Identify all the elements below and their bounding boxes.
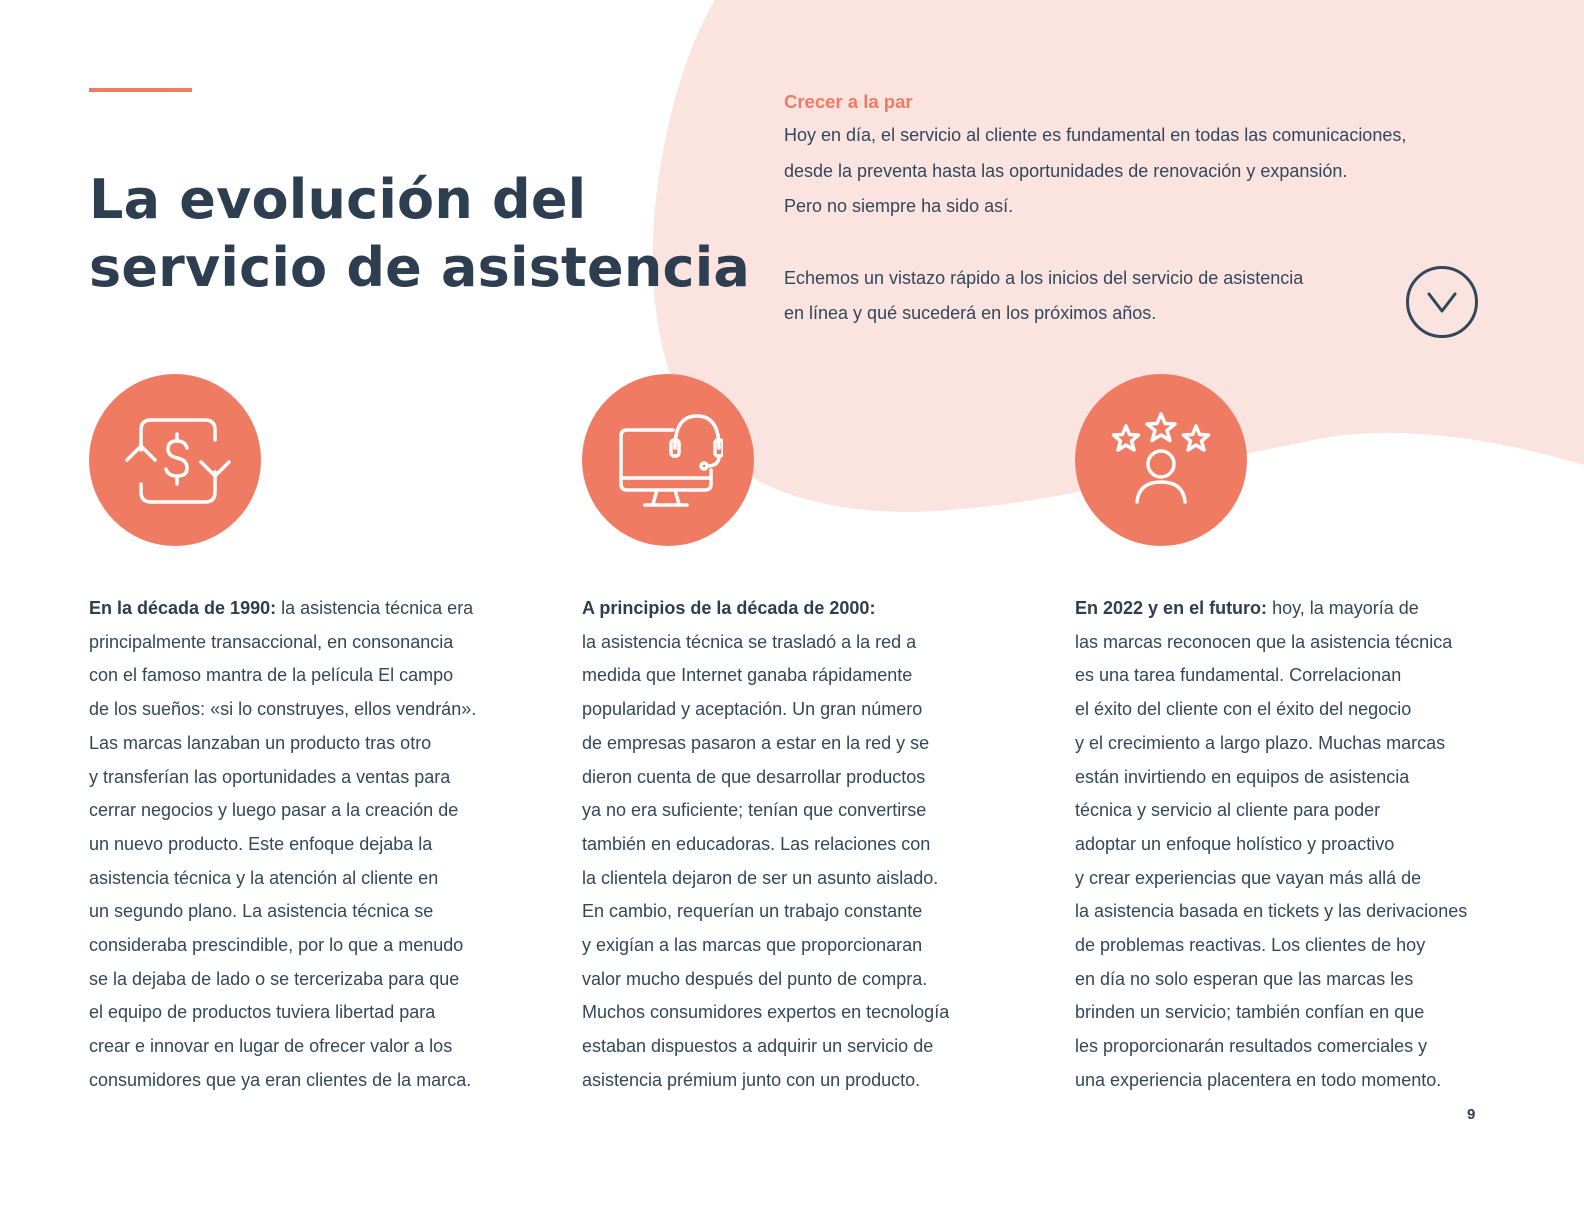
intro-heading: Crecer a la par — [784, 91, 913, 112]
column-lead-rest: la asistencia técnica era — [276, 598, 474, 618]
column-line: les proporcionarán resultados comerciales y — [1075, 1036, 1428, 1057]
column-line: es una tarea fundamental. Correlacionan — [1075, 665, 1402, 686]
column-lead: A principios de la década de 2000: — [582, 598, 876, 618]
column-line: un segundo plano. La asistencia técnica se — [89, 901, 434, 922]
column-first-line — [89, 592, 509, 626]
column-lead: En 2022 y en el futuro: — [1075, 598, 1268, 618]
column-line: consumidores que ya eran clientes de la marca. — [89, 1069, 472, 1090]
column-1990s — [89, 592, 509, 1098]
page-title — [89, 166, 751, 302]
column-line: estaban dispuestos a adquirir un servicio de — [582, 1036, 934, 1057]
column-line: con el famoso mantra de la película El campo — [89, 665, 454, 686]
column-first-line — [1075, 592, 1495, 626]
column-line: y transferían las oportunidades a ventas para — [89, 766, 451, 787]
column-line: valor mucho después del punto de compra. — [582, 968, 928, 989]
column-line: Muchos consumidores expertos en tecnología — [582, 1002, 950, 1023]
dollar-exchange-badge — [89, 374, 261, 546]
page-number: 9 — [1467, 1106, 1476, 1123]
column-line: asistencia prémium junto con un producto. — [582, 1069, 921, 1090]
column-line: principalmente transaccional, en consonancia — [89, 631, 454, 652]
column-first-line — [582, 592, 1002, 626]
dollar-exchange-icon — [115, 410, 235, 510]
chevron-down-icon — [1422, 282, 1462, 322]
column-line: el equipo de productos tuviera libertad para — [89, 1002, 436, 1023]
column-line: la asistencia técnica se trasladó a la red a — [582, 631, 917, 652]
scroll-down-button[interactable] — [1406, 266, 1478, 338]
customer-rating-badge — [1075, 374, 1247, 546]
column-line: en día no solo esperan que las marcas les — [1075, 968, 1414, 989]
intro-line: en línea y qué sucederá en los próximos años. — [784, 303, 1157, 323]
column-line: dieron cuenta de que desarrollar productos — [582, 766, 926, 787]
intro-line: Hoy en día, el servicio al cliente es fundamental en todas las comunicaciones, — [784, 125, 1407, 145]
column-line: la clientela dejaron de ser un asunto aislado. — [582, 867, 939, 888]
column-line: popularidad y aceptación. Un gran número — [582, 699, 923, 720]
column-line: una experiencia placentera en todo momento. — [1075, 1069, 1442, 1090]
column-line: de problemas reactivas. Los clientes de hoy — [1075, 935, 1426, 956]
column-line: técnica y servicio al cliente para poder — [1075, 800, 1381, 821]
column-lead: En la década de 1990: — [89, 598, 277, 618]
column-line: adoptar un enfoque holístico y proactivo — [1075, 833, 1395, 854]
column-line: están invirtiendo en equipos de asistencia — [1075, 766, 1410, 787]
column-line: ya no era suficiente; tenían que convertirse — [582, 800, 927, 821]
column-line: la asistencia basada en tickets y las derivaciones — [1075, 901, 1468, 922]
column-line: un nuevo producto. Este enfoque dejaba la — [89, 833, 433, 854]
column-lead-rest: hoy, la mayoría de — [1267, 598, 1419, 618]
column-line: el éxito del cliente con el éxito del negocio — [1075, 699, 1412, 720]
column-2022 — [1075, 592, 1495, 1098]
column-line: las marcas reconocen que la asistencia técnica — [1075, 631, 1453, 652]
column-line: consideraba prescindible, por lo que a menudo — [89, 935, 464, 956]
column-line: crear e innovar en lugar de ofrecer valor a los — [89, 1036, 453, 1057]
column-line: también en educadoras. Las relaciones con — [582, 833, 931, 854]
column-line: y crear experiencias que vayan más allá de — [1075, 867, 1422, 888]
customer-rating-icon — [1106, 410, 1216, 510]
intro-line: Echemos un vistazo rápido a los inicios del servicio de asistencia — [784, 267, 1304, 288]
accent-rule — [89, 88, 192, 92]
column-line: asistencia técnica y la atención al cliente en — [89, 867, 439, 888]
computer-headset-badge — [582, 374, 754, 546]
column-line: y exigían a las marcas que proporcionaran — [582, 935, 923, 956]
column-line: se la dejaba de lado o se tercerizaba para que — [89, 968, 460, 989]
page-title-line: servicio de asistencia — [89, 236, 751, 299]
intro-paragraph — [784, 118, 1464, 225]
column-2000s — [582, 592, 1002, 1098]
intro-line: Pero no siempre ha sido así. — [784, 196, 1014, 216]
column-line: y el crecimiento a largo plazo. Muchas marcas — [1075, 732, 1446, 753]
intro-line: desde la preventa hasta las oportunidades de renovación y expansión. — [784, 160, 1348, 181]
column-line: de los sueños: «si lo construyes, ellos vendrán». — [89, 699, 477, 720]
intro-paragraph — [784, 261, 1384, 332]
column-line: medida que Internet ganaba rápidamente — [582, 665, 913, 686]
column-line: cerrar negocios y luego pasar a la creación de — [89, 800, 459, 821]
intro-section — [784, 86, 1464, 332]
column-line: En cambio, requerían un trabajo constante — [582, 901, 923, 922]
computer-headset-icon — [613, 408, 723, 512]
column-line: de empresas pasaron a estar en la red y se — [582, 732, 930, 753]
column-line: brinden un servicio; también confían en que — [1075, 1002, 1425, 1023]
page-title-line: La evolución del — [89, 168, 587, 231]
column-line: Las marcas lanzaban un producto tras otro — [89, 732, 432, 753]
